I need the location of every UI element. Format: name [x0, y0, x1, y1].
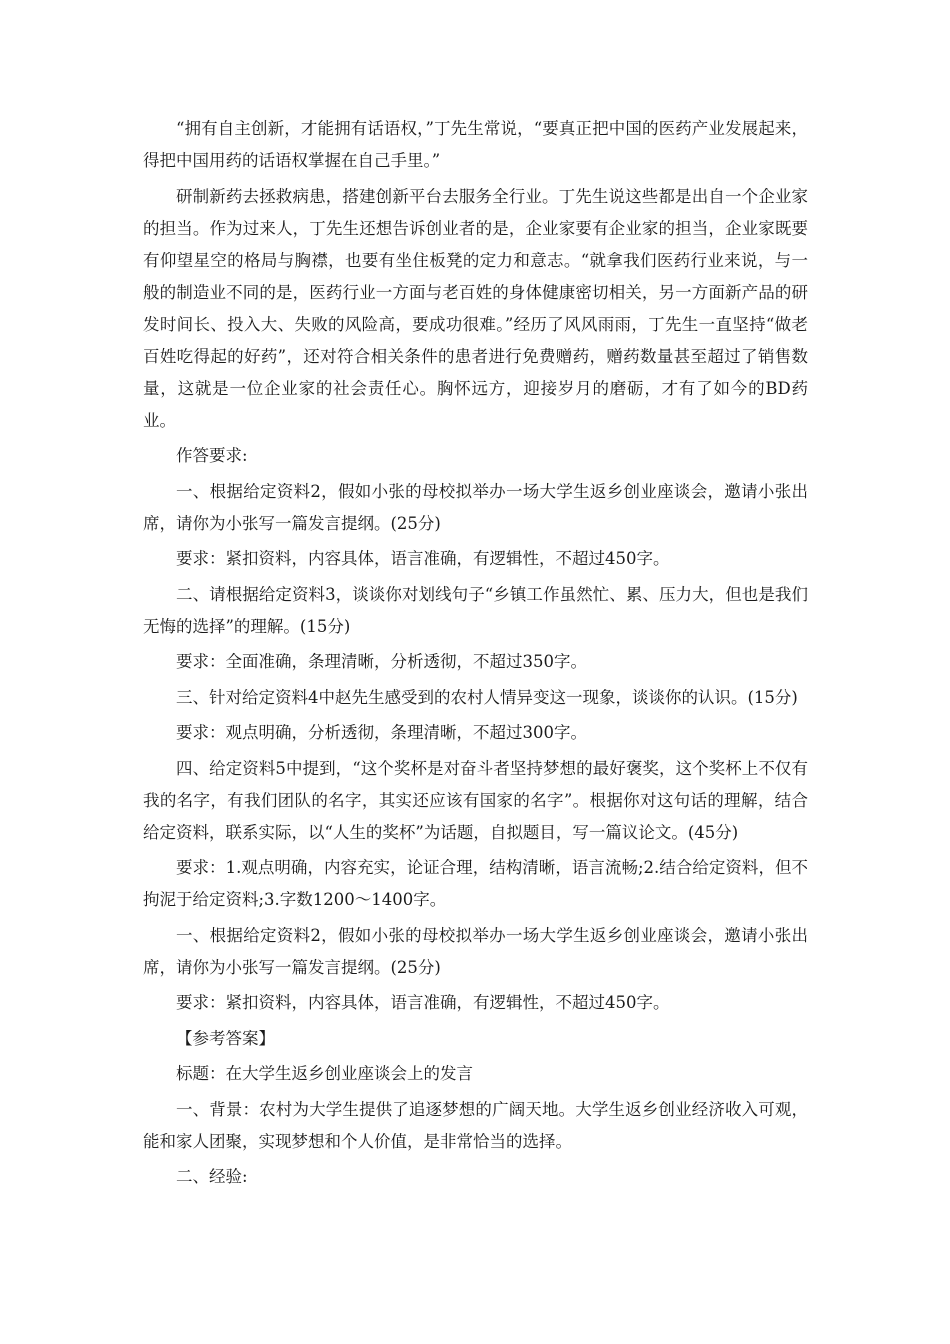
paragraph-requirement-1-repeat: 要求：紧扣资料，内容具体，语言准确，有逻辑性，不超过450字。	[176, 993, 670, 1012]
paragraph-requirement-4: 要求：1.观点明确，内容充实，论证合理，结构清晰，语言流畅;2.结合给定资料，但不拘泥于给定资料;3.字数1200～1400字。	[143, 858, 808, 909]
paragraph-requirement-1: 要求：紧扣资料，内容具体，语言准确，有逻辑性，不超过450字。	[176, 549, 670, 568]
paragraph-requirement-3: 要求：观点明确，分析透彻，条理清晰，不超过300字。	[176, 723, 587, 742]
paragraph-reference-answer-heading: 【参考答案】	[176, 1028, 275, 1048]
paragraph-answer-title: 标题：在大学生返乡创业座谈会上的发言	[176, 1064, 473, 1083]
paragraph-question-2: 二、请根据给定资料3，谈谈你对划线句子“乡镇工作虽然忙、累、压力大，但也是我们无悔的选择”的理解。(15分)	[143, 584, 808, 636]
paragraph-answer-experience: 二、经验:	[176, 1167, 248, 1186]
paragraph-requirement-2: 要求：全面准确，条理清晰，分析透彻，不超过350字。	[176, 652, 587, 671]
paragraph-question-1-repeat: 一、根据给定资料2，假如小张的母校拟举办一场大学生返乡创业座谈会，邀请小张出席，请你为小张写一篇发言提纲。(25分)	[143, 925, 808, 977]
paragraph-question-1: 一、根据给定资料2，假如小张的母校拟举办一场大学生返乡创业座谈会，邀请小张出席，请你为小张写一篇发言提纲。(25分)	[143, 481, 808, 533]
paragraph-answer-background: 一、背景：农村为大学生提供了追逐梦想的广阔天地。大学生返乡创业经济收入可观，能和家人团聚，实现梦想和个人价值，是非常恰当的选择。	[143, 1099, 808, 1151]
paragraph-question-4: 四、给定资料5中提到，“这个奖杯是对奋斗者坚持梦想的最好褒奖，这个奖杯上不仅有我的名字，有我们团队的名字，其实还应该有国家的名字”。根据你对这句话的理解，结合给定资料，联系实际，以“人生的奖杯”为话题，自拟题目，写一篇议论文。(45分)	[143, 758, 808, 842]
paragraph-answer-requirements-heading: 作答要求:	[176, 446, 248, 465]
paragraph-question-3: 三、针对给定资料4中赵先生感受到的农村人情异变这一现象，谈谈你的认识。(15分)	[176, 687, 798, 707]
paragraph-ding-story: 研制新药去拯救病患，搭建创新平台去服务全行业。丁先生说这些都是出自一个企业家的担当。作为过来人，丁先生还想告诉创业者的是，企业家要有企业家的担当，企业家既要有仰望星空的格局与胸襟，也要有坐住板凳的定力和意志。“就拿我们医药行业来说，与一般的制造业不同的是，医药行业一方面与老百姓的身体健康密切相关，另一方面新产品的研发时间长、投入大、失败的风险高，要成功很难。”经历了风风雨雨，丁先生一直坚持“做老百姓吃得起的好药”，还对符合相关条件的患者进行免费赠药，赠药数量甚至超过了销售数量，这就是一位企业家的社会责任心。胸怀远方，迎接岁月的磨砺，才有了如今的BD药业。	[143, 186, 808, 430]
paragraph-quote-ding: “拥有自主创新，才能拥有话语权，”丁先生常说，“要真正把中国的医药产业发展起来，得把中国用药的话语权掌握在自己手里。”	[143, 119, 808, 170]
document-body	[143, 113, 808, 1197]
